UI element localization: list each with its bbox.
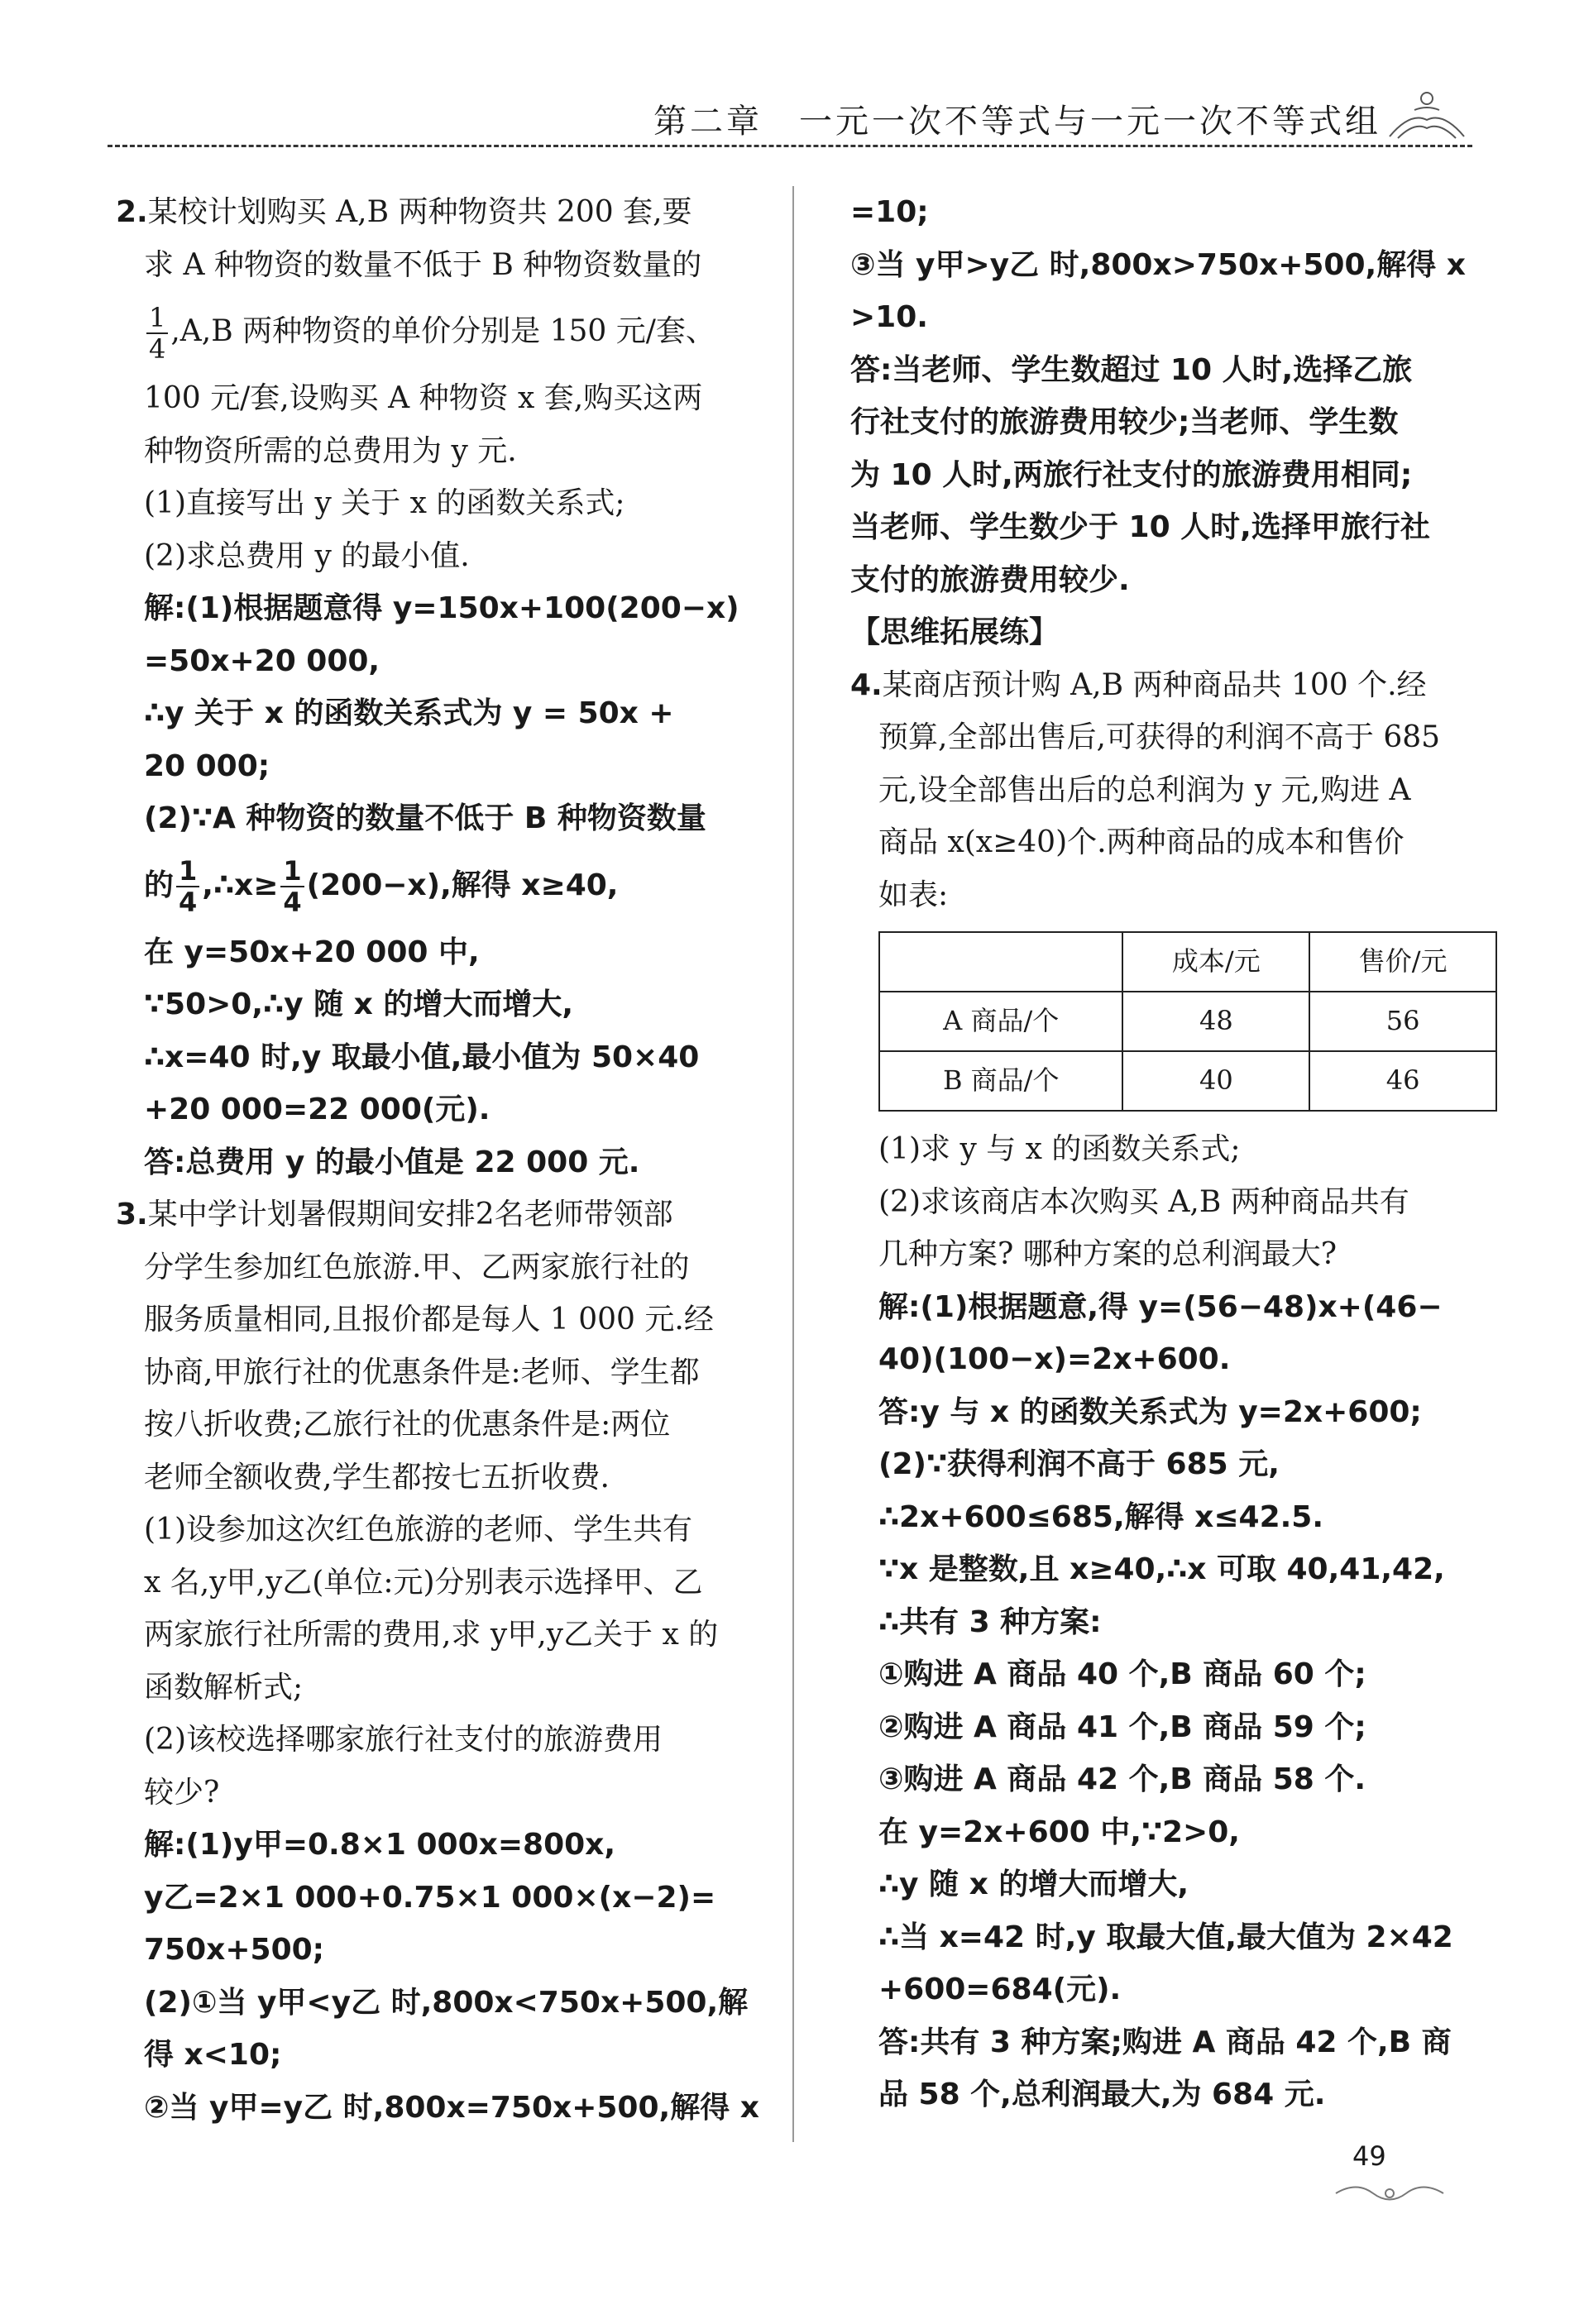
stem-line: 协商,甲旅行社的优惠条件是:老师、学生都: [144, 1355, 700, 1389]
solution-line: ③购进 A 商品 42 个,B 商品 58 个.: [878, 1762, 1366, 1796]
solution-line: (2)∵获得利润不高于 685 元,: [878, 1447, 1280, 1481]
solution-line: =10;: [850, 195, 929, 229]
solution-line: =50x+20 000,: [144, 643, 380, 678]
solution-line: 的 $\frac{1}{4}$ ,∴x≥ $\frac{1}{4}$ (200−x),解得 x≥40,: [144, 854, 619, 918]
question-part: 函数解析式;: [144, 1670, 304, 1705]
solution-line: ∴2x+600≤685,解得 x≤42.5.: [878, 1499, 1324, 1534]
header-ornament-icon: [1381, 87, 1472, 143]
stem-line: 元,设全部售出后的总利润为 y 元,购进 A: [878, 772, 1411, 807]
table-cell: 40: [1122, 1051, 1309, 1111]
question-part: (2)该校选择哪家旅行社支付的旅游费用: [144, 1723, 663, 1757]
stem-line: 商品 x(x≥40)个.两种商品的成本和售价: [878, 825, 1405, 859]
stem-line: 某校计划购买 A,B 两种物资共 200 套,要: [147, 195, 692, 229]
solution-line: 得 x<10;: [144, 2038, 282, 2072]
page-number: 49: [1352, 2140, 1386, 2172]
fraction: $\frac{1}{4}$: [280, 856, 304, 917]
solution-line: 在 y=2x+600 中,∵2>0,: [878, 1815, 1240, 1849]
stem-line: 100 元/套,设购买 A 种物资 x 套,购买这两: [144, 381, 703, 415]
stem-line: 某中学计划暑假期间安排2名老师带领部: [147, 1198, 673, 1231]
section-title: 【思维拓展练】: [850, 615, 1060, 649]
answer-line: 品 58 个,总利润最大,为 684 元.: [878, 2078, 1326, 2111]
solution-line: ∴y 随 x 的增大而增大,: [878, 1867, 1189, 1901]
question-2: [116, 186, 753, 1188]
table-header-cell: 成本/元: [1122, 932, 1309, 992]
right-column: [850, 186, 1475, 2121]
fraction: $\frac{1}{4}$: [146, 303, 168, 364]
solution-line: ③当 y甲>y乙 时,800x>750x+500,解得 x: [850, 247, 1466, 282]
answer-line: 答:共有 3 种方案;购进 A 商品 42 个,B 商: [878, 2025, 1452, 2059]
stem-line: 求 A 种物资的数量不低于 B 种物资数量的: [144, 247, 702, 282]
column-divider: [792, 186, 794, 2142]
solution-line: ∴x=40 时,y 取最小值,最小值为 50×40: [144, 1040, 700, 1074]
stem-line: 老师全额收费,学生都按七五折收费.: [144, 1460, 610, 1494]
solution-line: ∴y 关于 x 的函数关系式为 y = 50x +: [144, 696, 674, 730]
answer-line: 支付的旅游费用较少.: [850, 562, 1130, 597]
solution-line: ②购进 A 商品 41 个,B 商品 59 个;: [878, 1710, 1366, 1744]
footer-ornament-icon: [1332, 2177, 1448, 2210]
question-3: [116, 1188, 759, 2134]
fraction: $\frac{1}{4}$: [176, 856, 199, 917]
chapter-title: 第二章 一元一次不等式与一元一次不等式组: [653, 103, 1381, 141]
question-part: 较少?: [144, 1775, 220, 1810]
solution-line: 在 y=50x+20 000 中,: [144, 935, 480, 969]
answer-line: 行社支付的旅游费用较少;当老师、学生数: [850, 405, 1399, 439]
answer-line: 答:当老师、学生数超过 10 人时,选择乙旅: [850, 352, 1413, 387]
solution-line: +20 000=22 000(元).: [144, 1093, 491, 1126]
solution-line: ∵50>0,∴y 随 x 的增大而增大,: [144, 987, 574, 1021]
table-cell: A 商品/个: [879, 992, 1122, 1051]
price-table-wrapper: [850, 931, 1475, 1112]
stem-line: 服务质量相同,且报价都是每人 1 000 元.经: [144, 1303, 714, 1337]
answer-line: 为 10 人时,两旅行社支付的旅游费用相同;: [850, 457, 1413, 492]
solution-line: 40)(100−x)=2x+600.: [878, 1342, 1231, 1376]
stem-line: 按八折收费;乙旅行社的优惠条件是:两位: [144, 1408, 671, 1442]
solution-line: (2)∵A 种物资的数量不低于 B 种物资数量: [144, 801, 706, 835]
solution-line: >10.: [850, 300, 928, 334]
price-table: [878, 931, 1497, 1112]
stem-line: 预算,全部出售后,可获得的利润不高于 685: [878, 720, 1441, 754]
solution-line: (2)①当 y甲<y乙 时,800x<750x+500,解: [144, 1985, 749, 2020]
question-part: (2)求该商店本次购买 A,B 两种商品共有: [878, 1184, 1409, 1219]
solution-line: ∴当 x=42 时,y 取最大值,最大值为 2×42: [878, 1920, 1453, 1954]
question-part: (1)求 y 与 x 的函数关系式;: [878, 1132, 1241, 1166]
table-header-row: [879, 932, 1496, 992]
stem-line: ,A,B 两种物资的单价分别是 150 元/套、: [170, 314, 715, 348]
question-part: (1)设参加这次红色旅游的老师、学生共有: [144, 1513, 692, 1547]
question-part: 几种方案? 哪种方案的总利润最大?: [878, 1237, 1338, 1271]
question-number: 3.: [116, 1198, 148, 1231]
question-number: 4.: [850, 667, 883, 702]
header-divider: [108, 145, 1472, 147]
solution-line: ∵x 是整数,且 x≥40,∴x 可取 40,41,42,: [878, 1552, 1445, 1586]
left-column: [116, 186, 759, 2134]
table-header-cell: 售价/元: [1309, 932, 1496, 992]
solution-line: 解:(1)y甲=0.8×1 000x=800x,: [144, 1828, 616, 1862]
question-part: 两家旅行社所需的费用,求 y甲,y乙关于 x 的: [144, 1618, 719, 1652]
stem-line: 种物资所需的总费用为 y 元.: [144, 433, 517, 468]
question-part: (2)求总费用 y 的最小值.: [144, 538, 470, 573]
table-cell: 46: [1309, 1051, 1496, 1111]
table-row: [879, 992, 1496, 1051]
table-cell: 48: [1122, 992, 1309, 1051]
question-part: x 名,y甲,y乙(单位:元)分别表示选择甲、乙: [144, 1565, 703, 1600]
answer-line: 当老师、学生数少于 10 人时,选择甲旅行社: [850, 510, 1430, 544]
page-header: [108, 87, 1472, 153]
answer-line: 答:y 与 x 的函数关系式为 y=2x+600;: [878, 1394, 1422, 1429]
solution-line: ②当 y甲=y乙 时,800x=750x+500,解得 x: [144, 2090, 759, 2125]
question-3-continued: [850, 186, 1475, 606]
table-row: [879, 1051, 1496, 1111]
solution-line: ∴共有 3 种方案:: [878, 1604, 1102, 1639]
table-cell: 56: [1309, 992, 1496, 1051]
solution-line: 20 000;: [144, 748, 270, 783]
stem-line: 如表:: [878, 877, 949, 912]
question-part: (1)直接写出 y 关于 x 的函数关系式;: [144, 486, 625, 520]
question-4: [850, 659, 1475, 2121]
stem-line: 分学生参加红色旅游.甲、乙两家旅行社的: [144, 1250, 690, 1284]
table-cell: B 商品/个: [879, 1051, 1122, 1111]
solution-line: 解:(1)根据题意得 y=150x+100(200−x): [144, 591, 739, 625]
solution-line: 解:(1)根据题意,得 y=(56−48)x+(46−: [878, 1289, 1443, 1324]
solution-line: y乙=2×1 000+0.75×1 000×(x−2)=: [144, 1880, 716, 1915]
answer-line: 答:总费用 y 的最小值是 22 000 元.: [144, 1145, 640, 1179]
table-header-cell: [879, 932, 1122, 992]
solution-line: 750x+500;: [144, 1933, 325, 1967]
stem-line: 某商店预计购 A,B 两种商品共 100 个.经: [882, 667, 1427, 702]
solution-line: ①购进 A 商品 40 个,B 商品 60 个;: [878, 1657, 1366, 1691]
question-number: 2.: [116, 195, 148, 229]
solution-line: +600=684(元).: [878, 1973, 1122, 2006]
